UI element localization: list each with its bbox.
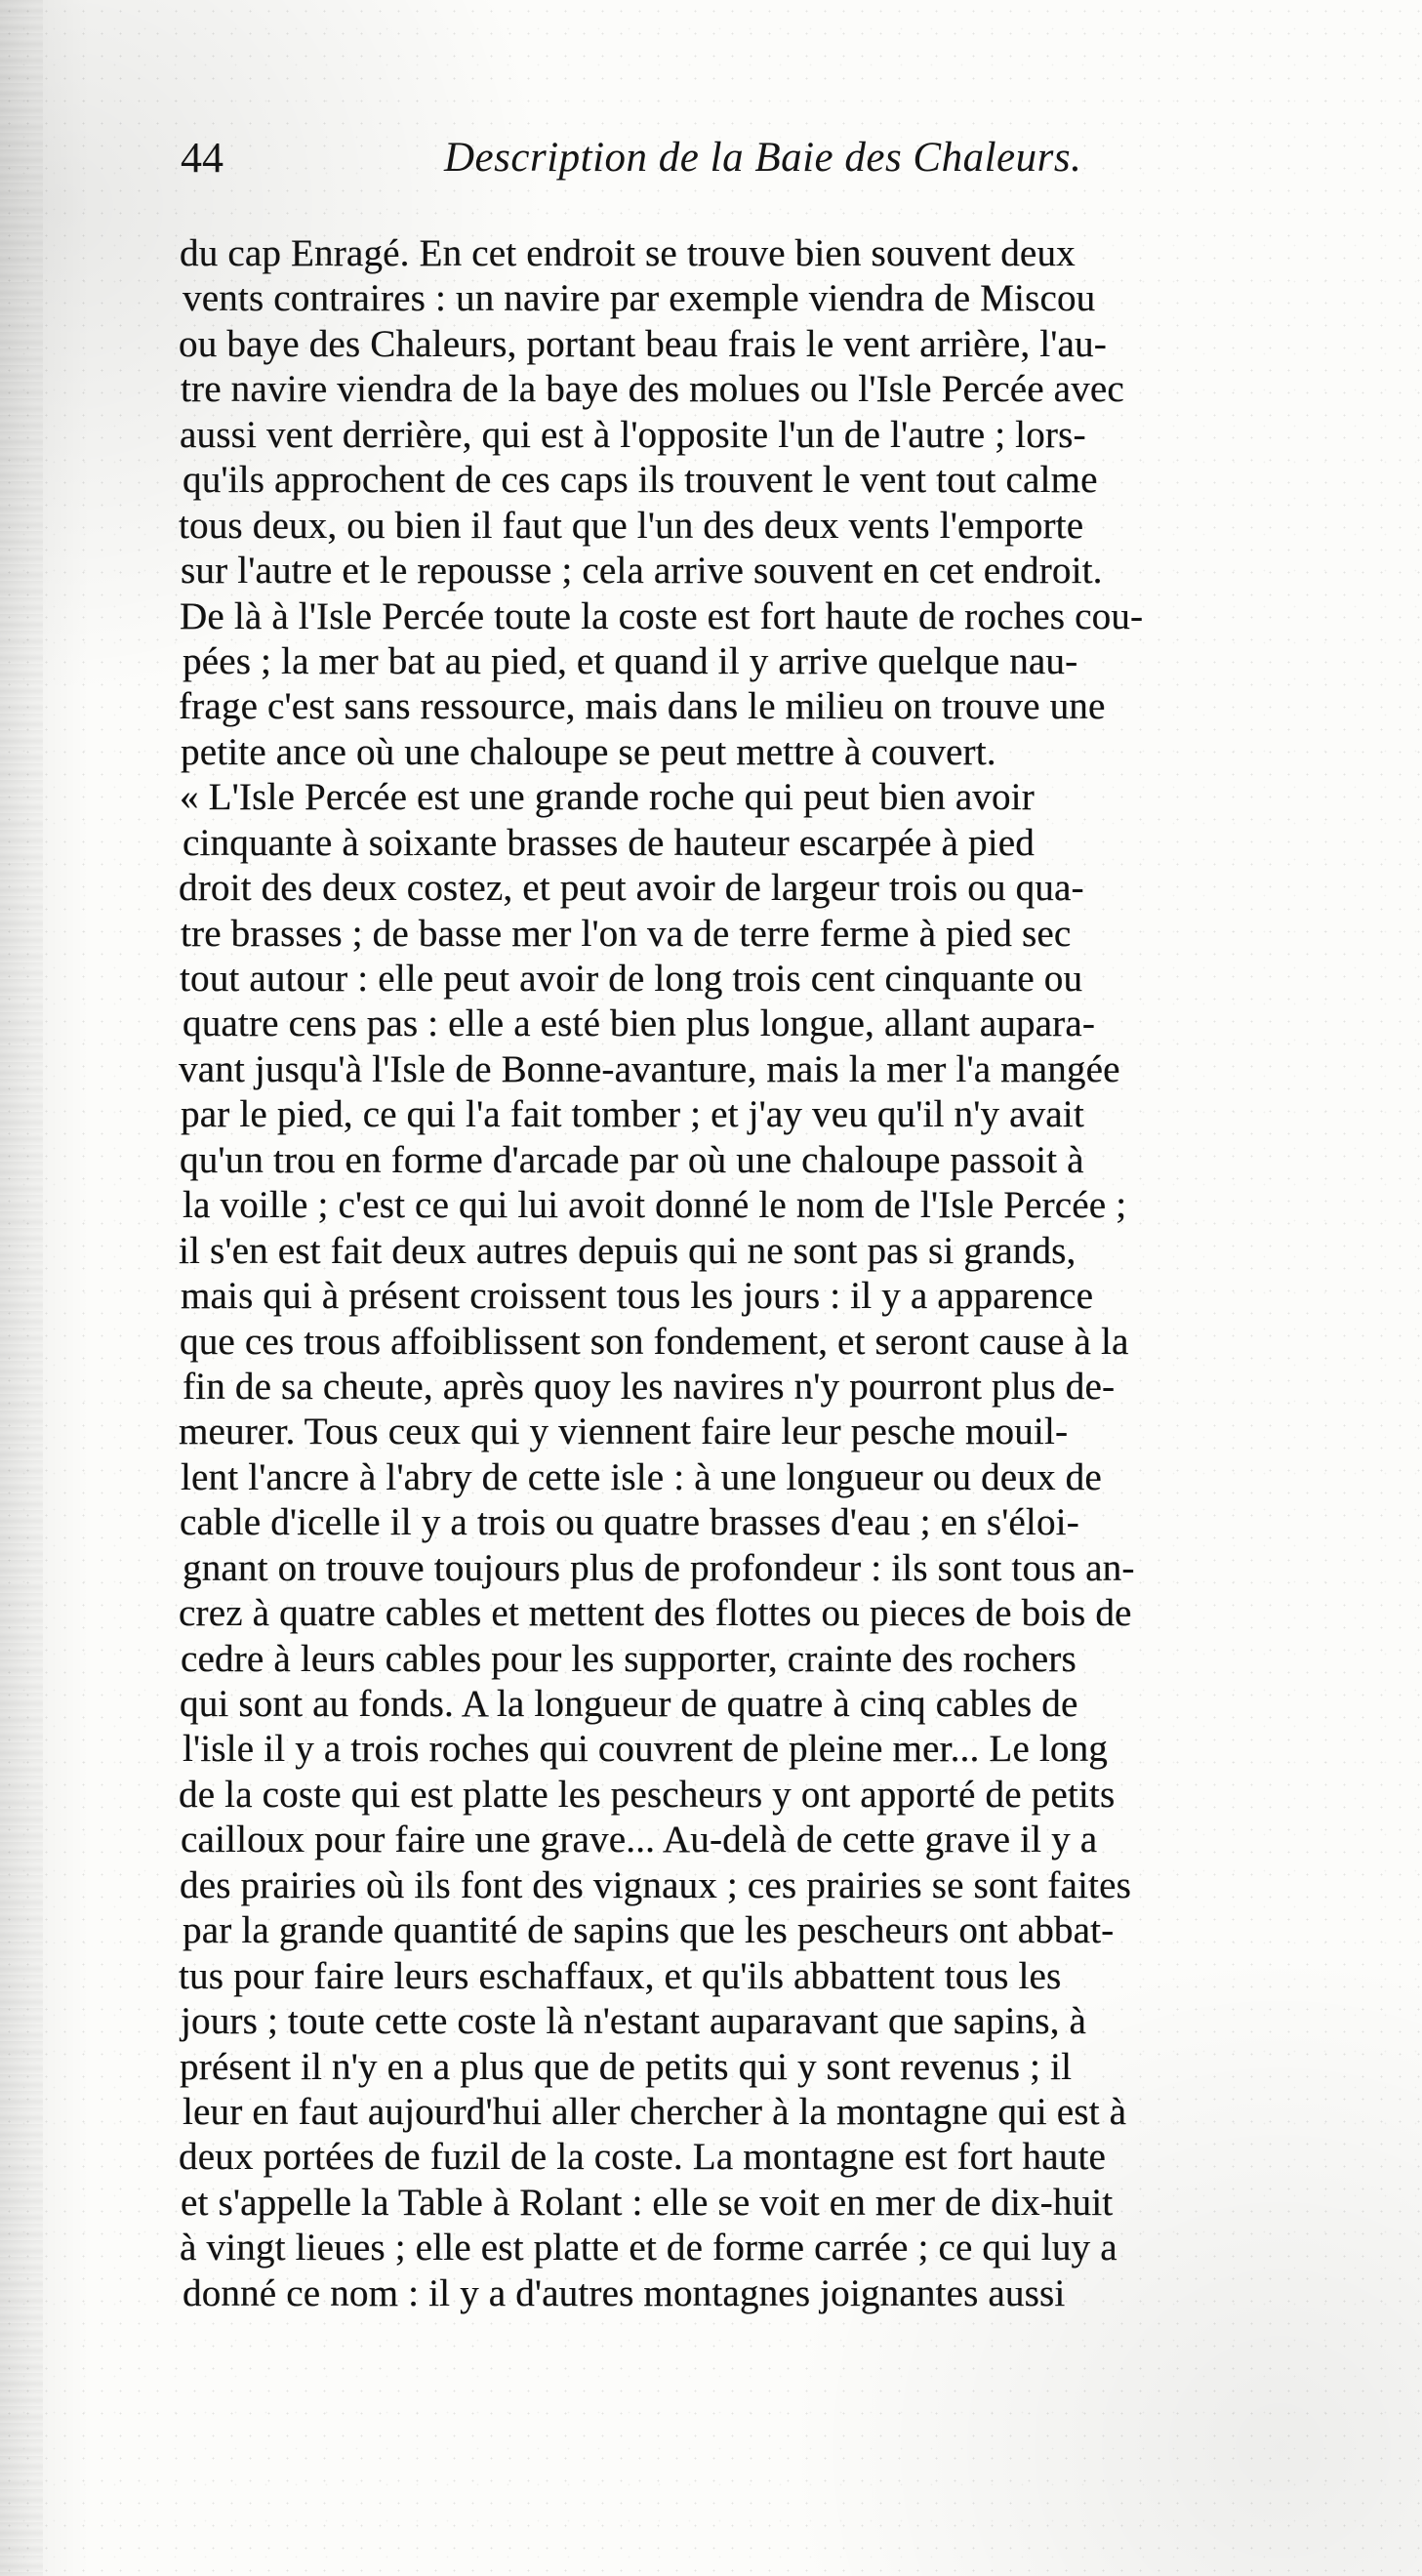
text-line: qui sont au fonds. A la longueur de quatre à cinq cables de: [180, 1683, 1078, 1725]
text-line: tre navire viendra de la baye des molues ou l'Isle Percée avec: [181, 368, 1124, 411]
text-line: il s'en est fait deux autres depuis qui ne sont pas si grands,: [179, 1229, 1077, 1272]
text-line: par la grande quantité de sapins que les pescheurs ont abbat-: [183, 1909, 1115, 1952]
text-line: sur l'autre et le repousse ; cela arrive souvent en cet endroit.: [181, 550, 1103, 593]
text-line: ou baye des Chaleurs, portant beau frais le vent arrière, l'au-: [179, 322, 1107, 365]
text-line: vents contraires : un navire par exemple viendra de Miscou: [183, 277, 1096, 320]
text-line: aussi vent derrière, qui est à l'opposite l'un de l'autre ; lors-: [180, 413, 1086, 456]
text-line: la voille ; c'est ce qui lui avoit donné le nom de l'Isle Percée ;: [183, 1184, 1127, 1227]
text-line: De là à l'Isle Percée toute la coste est fort haute de roches cou-: [180, 594, 1144, 637]
page-header: [181, 134, 1225, 197]
text-line: vant jusqu'à l'Isle de Bonne-avanture, mais la mer l'a mangée: [179, 1047, 1120, 1090]
text-line: du cap Enragé. En cet endroit se trouve bien souvent deux: [180, 232, 1076, 274]
body-text: [178, 231, 1280, 2501]
text-line: meurer. Tous ceux qui y viennent faire leur pesche mouil-: [179, 1411, 1069, 1453]
left-margin-scan-shadow: [0, 0, 43, 2576]
text-line: l'isle il y a trois roches qui couvrent de pleine mer... Le long: [183, 1728, 1108, 1771]
text-line: tout autour : elle peut avoir de long trois cent cinquante ou: [180, 958, 1083, 1000]
text-line: cinquante à soixante brasses de hauteur escarpée à pied: [183, 821, 1035, 864]
running-title: Description de la Baie des Chaleurs.: [444, 135, 1082, 181]
text-line: que ces trous affoiblissent son fondement, et seront cause à la: [180, 1320, 1129, 1363]
text-line: « L'Isle Percée est une grande roche qui peut bien avoir: [180, 776, 1035, 819]
text-line: cable d'icelle il y a trois ou quatre brasses d'eau ; en s'éloi-: [180, 1501, 1079, 1544]
text-line: crez à quatre cables et mettent des flottes ou pieces de bois de: [179, 1592, 1132, 1635]
text-line: à vingt lieues ; elle est platte et de forme carrée ; ce qui luy a: [180, 2227, 1117, 2269]
text-line: tre brasses ; de basse mer l'on va de terre ferme à pied sec: [181, 912, 1072, 955]
text-line: petite ance où une chaloupe se peut mettre à couvert.: [181, 730, 996, 773]
text-line: tus pour faire leurs eschaffaux, et qu'ils abbattent tous les: [179, 1954, 1062, 1997]
text-line: et s'appelle la Table à Rolant : elle se voit en mer de dix-huit: [181, 2181, 1114, 2224]
text-line: présent il n'y en a plus que de petits qui y sont revenus ; il: [180, 2045, 1073, 2088]
page-number: 44: [181, 134, 223, 182]
text-line: jours ; toute cette coste là n'estant auparavant que sapins, à: [181, 2000, 1087, 2043]
text-line: qu'ils approchent de ces caps ils trouvent le vent tout calme: [183, 459, 1098, 502]
text-line: lent l'ancre à l'abry de cette isle : à une longueur ou deux de: [181, 1455, 1102, 1498]
text-line: gnant on trouve toujours plus de profondeur : ils sont tous an-: [183, 1546, 1135, 1589]
text-line: cailloux pour faire une grave... Au-delà de cette grave il y a: [181, 1819, 1098, 1861]
text-line: droit des deux costez, et peut avoir de largeur trois ou qua-: [179, 867, 1084, 910]
text-line: frage c'est sans ressource, mais dans le milieu on trouve une: [179, 685, 1106, 728]
text-line: fin de sa cheute, après quoy les navires n'y pourront plus de-: [183, 1365, 1116, 1408]
text-line: leur en faut aujourd'hui aller chercher à la montagne qui est à: [183, 2090, 1127, 2133]
text-line: qu'un trou en forme d'arcade par où une chaloupe passoit à: [180, 1138, 1084, 1181]
text-line: quatre cens pas : elle a esté bien plus longue, allant aupara-: [183, 1002, 1096, 1045]
text-line: tous deux, ou bien il faut que l'un des deux vents l'emporte: [179, 504, 1084, 547]
text-line: pées ; la mer bat au pied, et quand il y arrive quelque nau-: [183, 639, 1078, 682]
text-line: par le pied, ce qui l'a fait tomber ; et j'ay veu qu'il n'y avait: [181, 1093, 1084, 1136]
text-line: deux portées de fuzil de la coste. La montagne est fort haute: [179, 2136, 1107, 2179]
text-line: mais qui à présent croissent tous les jours : il y a apparence: [181, 1275, 1094, 1318]
text-line: donné ce nom : il y a d'autres montagnes joignantes aussi: [183, 2271, 1066, 2314]
text-line: de la coste qui est platte les pescheurs y ont apporté de petits: [179, 1773, 1116, 1816]
text-line: cedre à leurs cables pour les supporter, crainte des rochers: [181, 1637, 1077, 1680]
text-line: des prairies où ils font des vignaux ; ces prairies se sont faites: [180, 1863, 1131, 1906]
